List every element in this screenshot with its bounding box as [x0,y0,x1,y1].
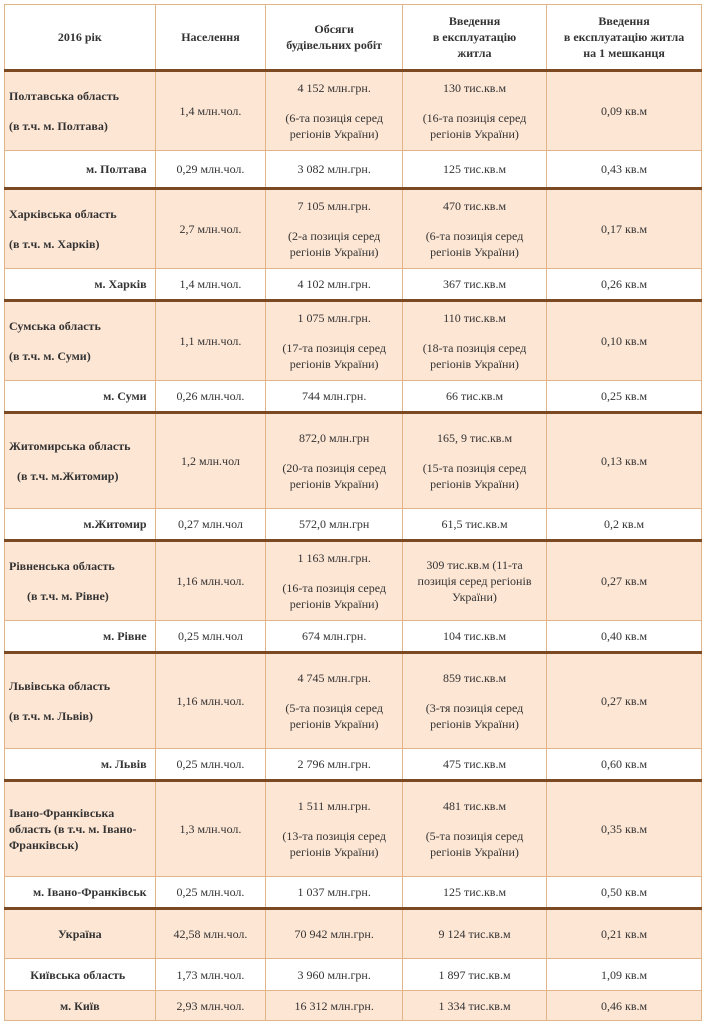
city-name: м.Житомир [5,509,156,541]
region-housing: 165, 9 тис.кв.м (15-та позиція серед регіонів України) [402,413,546,509]
table-row-total [5,991,702,1021]
city-housing: 125 тис.кв.м [402,151,546,189]
region-housing: 470 тис.кв.м (6-та позиція серед регіонів України) [402,189,546,269]
table-row-region [5,653,702,749]
city-population: 0,25 млн.чол. [155,749,266,781]
region-name: Харківська область (в т.ч. м. Харків) [5,189,156,269]
region-volume: 1 075 млн.грн. (17-та позиція серед регіонів України) [266,301,403,381]
header-population: Населення [155,5,266,71]
header-year: 2016 рік [5,5,156,71]
city-housing: 475 тис.кв.м [402,749,546,781]
region-per-capita: 0,13 кв.м [547,413,702,509]
table-row-region [5,301,702,381]
city-name: м. Суми [5,381,156,413]
city-volume: 4 102 млн.грн. [266,269,403,301]
total-housing: 1 334 тис.кв.м [402,991,546,1021]
total-per-capita: 0,21 кв.м [547,909,702,959]
city-volume: 572,0 млн.грн [266,509,403,541]
region-name: Львівська область (в т.ч. м. Львів) [5,653,156,749]
table-row-region [5,541,702,621]
city-population: 1,4 млн.чол. [155,269,266,301]
city-population: 0,27 млн.чол [155,509,266,541]
city-volume: 744 млн.грн. [266,381,403,413]
city-volume: 1 037 млн.грн. [266,877,403,909]
region-housing: 481 тис.кв.м (5-та позиція серед регіонів України) [402,781,546,877]
region-housing: 859 тис.кв.м (3-тя позиція серед регіонів України) [402,653,546,749]
region-name: Сумська область (в т.ч. м. Суми) [5,301,156,381]
city-per-capita: 0,2 кв.м [547,509,702,541]
city-volume: 674 млн.грн. [266,621,403,653]
table-row-region [5,189,702,269]
table-row-city [5,749,702,781]
city-per-capita: 0,26 кв.м [547,269,702,301]
city-housing: 125 тис.кв.м [402,877,546,909]
construction-statistics-table-container [4,4,702,1021]
region-population: 1,2 млн.чол [155,413,266,509]
city-population: 0,25 млн.чол. [155,877,266,909]
city-per-capita: 0,60 кв.м [547,749,702,781]
city-name: м. Харків [5,269,156,301]
table-row-city [5,269,702,301]
city-per-capita: 0,25 кв.м [547,381,702,413]
region-housing: 309 тис.кв.м (11-та позиція серед регіонів України) [402,541,546,621]
table-row-region [5,71,702,151]
total-housing: 1 897 тис.кв.м [402,959,546,991]
table-row-city [5,877,702,909]
table-row-city [5,151,702,189]
city-name: м. Полтава [5,151,156,189]
region-population: 1,4 млн.чол. [155,71,266,151]
total-population: 1,73 млн.чол. [155,959,266,991]
region-population: 1,1 млн.чол. [155,301,266,381]
total-volume: 16 312 млн.грн. [266,991,403,1021]
city-per-capita: 0,43 кв.м [547,151,702,189]
city-housing: 367 тис.кв.м [402,269,546,301]
region-population: 1,16 млн.чол. [155,541,266,621]
city-population: 0,26 млн.чол. [155,381,266,413]
region-per-capita: 0,27 кв.м [547,541,702,621]
header-housing: Введення в експлуатацію житла [402,5,546,71]
table-row-region [5,781,702,877]
region-per-capita: 0,35 кв.м [547,781,702,877]
city-housing: 61,5 тис.кв.м [402,509,546,541]
region-per-capita: 0,27 кв.м [547,653,702,749]
region-volume: 1 163 млн.грн. (16-та позиція серед регіонів України) [266,541,403,621]
table-row-region [5,413,702,509]
city-population: 0,29 млн.чол. [155,151,266,189]
region-name: Івано-Франківська область (в т.ч. м. Івано-Франківськ) [5,781,156,877]
total-name: Україна [5,909,156,959]
total-volume: 70 942 млн.грн. [266,909,403,959]
total-volume: 3 960 млн.грн. [266,959,403,991]
region-housing: 130 тис.кв.м (16-та позиція серед регіонів України) [402,71,546,151]
city-name: м. Львів [5,749,156,781]
region-name: Рівненська область (в т.ч. м. Рівне) [5,541,156,621]
city-name: м. Рівне [5,621,156,653]
region-name: Житомирська область (в т.ч. м.Житомир) [5,413,156,509]
city-name: м. Івано-Франківськ [5,877,156,909]
table-row-total [5,909,702,959]
region-per-capita: 0,09 кв.м [547,71,702,151]
table-header-row [5,5,702,71]
region-housing: 110 тис.кв.м (18-та позиція серед регіонів України) [402,301,546,381]
region-population: 1,3 млн.чол. [155,781,266,877]
table-row-city [5,509,702,541]
region-volume: 872,0 млн.грн (20-та позиція серед регіонів України) [266,413,403,509]
region-per-capita: 0,17 кв.м [547,189,702,269]
city-per-capita: 0,50 кв.м [547,877,702,909]
city-population: 0,25 млн.чол [155,621,266,653]
total-per-capita: 1,09 кв.м [547,959,702,991]
region-volume: 7 105 млн.грн. (2-а позиція серед регіонів України) [266,189,403,269]
city-volume: 2 796 млн.грн. [266,749,403,781]
region-population: 1,16 млн.чол. [155,653,266,749]
region-name: Полтавська область (в т.ч. м. Полтава) [5,71,156,151]
construction-statistics-table [4,4,702,1021]
total-name: Київська область [5,959,156,991]
city-housing: 104 тис.кв.м [402,621,546,653]
total-name: м. Київ [5,991,156,1021]
region-population: 2,7 млн.чол. [155,189,266,269]
region-volume: 1 511 млн.грн. (13-та позиція серед регіонів України) [266,781,403,877]
total-population: 2,93 млн.чол. [155,991,266,1021]
total-per-capita: 0,46 кв.м [547,991,702,1021]
city-volume: 3 082 млн.грн. [266,151,403,189]
total-population: 42,58 млн.чол. [155,909,266,959]
header-volume: Обсяги будівельних робіт [266,5,403,71]
table-row-city [5,621,702,653]
region-volume: 4 745 млн.грн. (5-та позиція серед регіонів України) [266,653,403,749]
table-row-total [5,959,702,991]
city-housing: 66 тис.кв.м [402,381,546,413]
region-volume: 4 152 млн.грн. (6-та позиція серед регіонів України) [266,71,403,151]
total-housing: 9 124 тис.кв.м [402,909,546,959]
header-per-capita: Введення в експлуатацію житла на 1 мешканця [547,5,702,71]
table-row-city [5,381,702,413]
city-per-capita: 0,40 кв.м [547,621,702,653]
region-per-capita: 0,10 кв.м [547,301,702,381]
